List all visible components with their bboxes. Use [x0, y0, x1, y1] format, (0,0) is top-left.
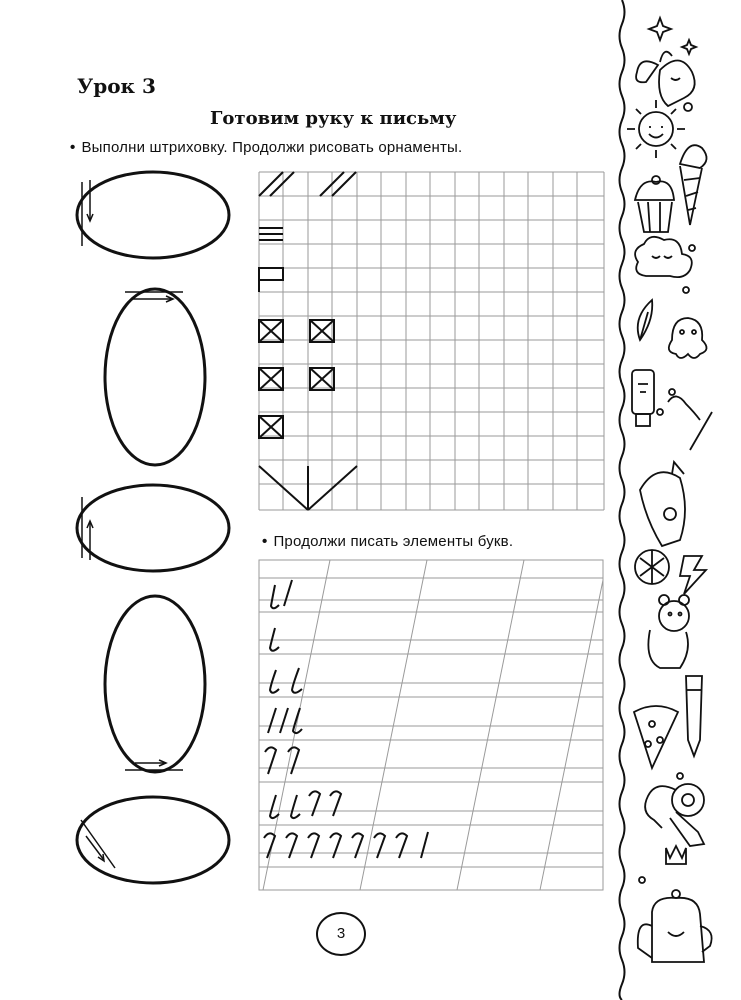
handwriting-lines	[259, 560, 603, 890]
wavy-divider	[620, 0, 625, 1000]
hatching-samples	[81, 180, 183, 868]
oval-horizontal-2[interactable]	[77, 485, 229, 571]
oval-horizontal-1[interactable]	[77, 172, 229, 258]
hair-dryer-icon	[645, 773, 704, 846]
letters-instruction-text: Продолжи писать элементы букв.	[273, 533, 514, 550]
hatching-ovals	[77, 172, 229, 883]
cupcake-icon	[635, 176, 674, 232]
paint-tube-icon	[632, 370, 654, 426]
oval-horizontal-3[interactable]	[77, 797, 229, 883]
decor-doodles	[627, 18, 712, 962]
lesson-title: Урок 3	[77, 74, 156, 98]
oval-vertical-2[interactable]	[105, 596, 205, 772]
pizza-icon	[634, 706, 678, 768]
ice-cream-icon	[680, 145, 707, 225]
page-heading: Готовим руку к письму	[210, 108, 457, 129]
cloud-icon	[635, 237, 695, 293]
lemon-icon	[635, 550, 669, 584]
lightning-icon	[680, 556, 706, 594]
pen-icon	[686, 676, 702, 756]
sparkle-icon	[649, 18, 696, 54]
leaf-icon	[638, 300, 653, 340]
oval-vertical-1[interactable]	[105, 289, 205, 465]
teapot-icon	[638, 890, 712, 962]
octopus-icon	[669, 318, 707, 358]
rocket-icon	[640, 462, 685, 546]
needle-icon	[657, 389, 712, 450]
bullet: •	[70, 139, 76, 156]
dot-icon	[639, 877, 645, 883]
page-number: 3	[316, 912, 366, 956]
beet-icon	[636, 52, 695, 106]
sun-icon	[627, 100, 685, 158]
bullet: •	[262, 533, 268, 550]
dot-icon	[684, 103, 692, 111]
letter-element-samples	[264, 580, 428, 858]
crown-icon	[666, 846, 686, 864]
hatching-instruction-text: Выполни штриховку. Продолжи рисовать орнаменты.	[81, 139, 463, 156]
teddy-bear-icon	[648, 595, 689, 668]
